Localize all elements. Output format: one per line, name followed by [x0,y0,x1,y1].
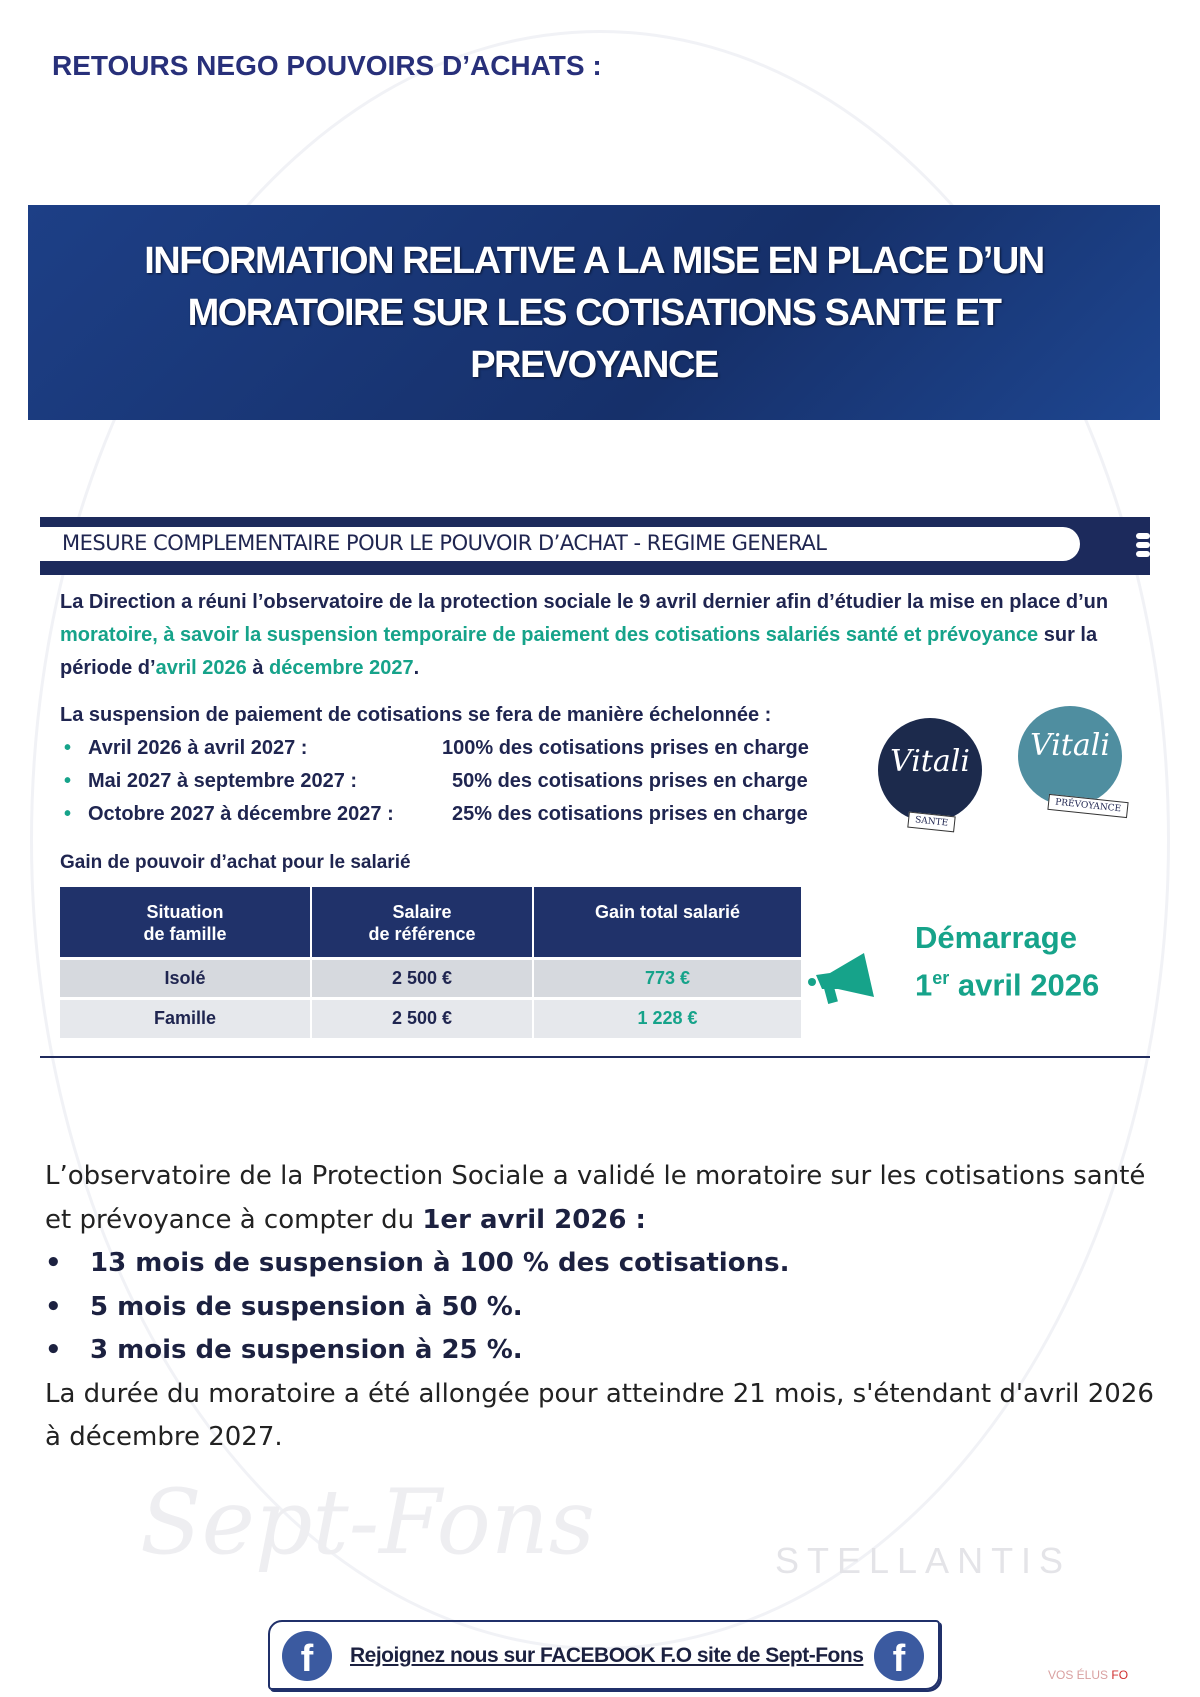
banner-line: MORATOIRE SUR LES COTISATIONS SANTE ET [187,292,1001,334]
schedule-coverage: 25% des cotisations prises en charge [452,803,808,825]
intro-text: La Direction a réuni l’observatoire de la protection sociale le 9 avril dernier afin d’étudier la mise en place d’un [60,591,1109,613]
banner-line: INFORMATION RELATIVE A LA MISE EN PLACE D’UN [144,240,1044,282]
summary-bullet: • 5 mois de suspension à 50 %. [45,1286,1155,1330]
schedule-title: La suspension de paiement de cotisations se fera de manière échelonnée : [60,704,772,726]
headline-banner [28,205,1160,420]
vitali-prevoyance-logo: Vitali PRÉVOYANCE [1018,706,1122,806]
banner-line: PREVOYANCE [470,344,718,386]
column-header: Gain total salarié [533,887,802,958]
watermark-script: Sept-Fons [140,1470,595,1575]
summary-closing: La durée du moratoire a été allongée pour atteindre 21 mois, s'étendant d'avril 2026 à décembre 2027. [45,1378,1154,1452]
intro-text: à [246,657,270,679]
cell-gain: 773 € [533,958,802,998]
summary-date: 1er avril 2026 [422,1204,627,1235]
section-header: MESURE COMPLEMENTAIRE POUR LE POUVOIR D’ACHAT - REGIME GENERAL [40,527,1080,561]
divider [40,1056,1150,1058]
intro-text: . [413,657,420,679]
column-header: Salaire de référence [311,887,533,958]
column-header: Situation de famille [60,887,311,958]
summary-bullet: • 3 mois de suspension à 25 %. [45,1329,1155,1373]
cell-gain: 1 228 € [533,998,802,1038]
summary-intro: L’observatoire de la Protection Sociale a validé le moratoire sur les cotisations santé et prévoyance à compter du [45,1161,1146,1235]
schedule-item: • Avril 2026 à avril 2027 : [64,737,308,759]
schedule-period: Octobre 2027 à décembre 2027 : [88,803,394,825]
intro-highlight: avril 2026 [155,657,247,679]
schedule-item: • Octobre 2027 à décembre 2027 : [64,803,394,825]
facebook-icon[interactable]: f [282,1631,332,1681]
intro-highlight: décembre 2027 [269,657,414,679]
footer-signature: VOS ÉLUS FO [1048,1668,1129,1682]
summary-bullet: • 13 mois de suspension à 100 % des cotisations. [45,1242,1155,1286]
facebook-banner[interactable] [268,1620,940,1690]
intro-highlight: moratoire, à savoir la suspension temporaire de paiement des cotisations salariés santé et prévoyance [60,624,1039,646]
facebook-icon[interactable]: f [874,1631,924,1681]
watermark-brand: STELLANTIS [775,1540,1072,1581]
gain-title: Gain de pouvoir d’achat pour le salarié [60,852,411,873]
table-row [60,998,802,1038]
table-header-row [60,887,802,958]
facebook-link[interactable]: Rejoignez nous sur FACEBOOK F.O site de Sept-Fons [350,1644,864,1667]
start-date-callout: Démarrage 1er avril 2026 [915,920,1100,1003]
megaphone-icon [808,945,883,1010]
schedule-coverage: 50% des cotisations prises en charge [452,770,808,792]
schedule-period: Avril 2026 à avril 2027 : [88,737,308,759]
page-title: RETOURS NEGO POUVOIRS D’ACHATS : [52,50,602,81]
schedule-item: • Mai 2027 à septembre 2027 : [64,770,358,792]
intro-text: sur la période d’ [60,624,1098,679]
cell-situation: Famille [60,998,311,1038]
decorative-dots-icon [1136,530,1150,560]
table-row [60,958,802,998]
vitali-sante-logo: Vitali SANTE [878,718,982,822]
gain-table [60,887,803,1038]
intro-paragraph [60,586,1110,685]
schedule-period: Mai 2027 à septembre 2027 : [88,770,358,792]
summary-text: L’observatoire de la Protection Sociale a validé le moratoire sur les cotisations santé et prévoyance à compter du 1er avril 2026 : • 13 mois de suspension à 100 % des cotisations. • 5 mois de suspension à 50 %. • 3 mois de suspension à 25 %. La durée du moratoire a été allongée pour atteindre 21 mois, s'étendant d'avril 2026 à décembre 2027. [45,1155,1155,1460]
cell-salary: 2 500 € [311,998,533,1038]
schedule-coverage: 100% des cotisations prises en charge [442,737,809,759]
cell-salary: 2 500 € [311,958,533,998]
cell-situation: Isolé [60,958,311,998]
